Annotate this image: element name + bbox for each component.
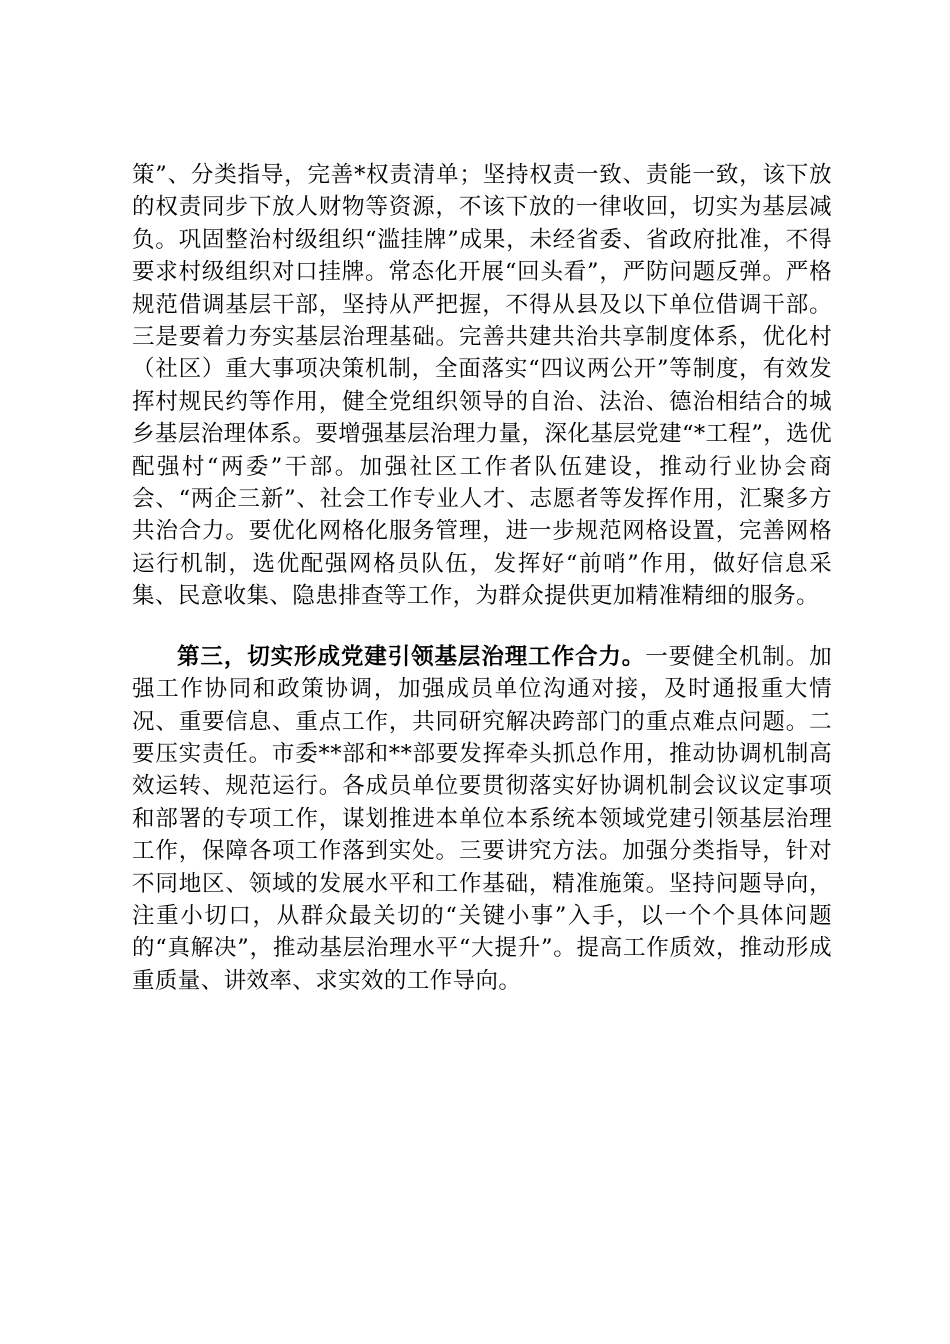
paragraph-text: 策”、分类指导，完善*权责清单；坚持权责一致、责能一致，该下放的权责同步下放人财物等资源，不该下放的一律收回，切实为基层减负。巩固整治村级组织“滥挂牌”成果，未经省委、省政府批准，不得要求村级组织对口挂牌。常态化开展“回头看”，严防问题反弹。严格规范借调基层干部，坚持从严把握，不得从县及以下单位借调干部。三是要着力夯实基层治理基础。完善共建共治共享制度体系，优化村（社区）重大事项决策机制，全面落实“四议两公开”等制度，有效发挥村规民约等作用，健全党组织领导的自治、法治、德治相结合的城乡基层治理体系。要增强基层治理力量，深化基层党建“*工程”，选优配强村“两委”干部。加强社区工作者队伍建设，推动行业协会商会、“两企三新”、社会工作专业人才、志愿者等发挥作用，汇聚多方共治合力。要优化网格化服务管理，进一步规范网格设置，完善网格运行机制，选优配强网格员队伍，发挥好“前哨”作用，做好信息采集、民意收集、隐患排查等工作，为群众提供更加精准精细的服务。: [132, 162, 832, 610]
paragraph-section-three: [132, 641, 832, 997]
paragraph-continuation: [132, 159, 832, 613]
paragraph-text: 一要健全机制。加强工作协同和政策协调，加强成员单位沟通对接，及时通报重大情况、重要信息、重点工作，共同研究解决跨部门的重点难点问题。二要压实责任。市委**部和**部要发挥牵头抓总作用，推动协调机制高效运转、规范运行。各成员单位要贯彻落实好协调机制会议议定事项和部署的专项工作，谋划推进本单位本系统本领域党建引领基层治理工作，保障各项工作落到实处。三要讲究方法。加强分类指导，针对不同地区、领域的发展水平和工作基础，精准施策。坚持问题导向，注重小切口，从群众最关切的“关键小事”入手，以一个个具体问题的“真解决”，推动基层治理水平“大提升”。提高工作质效，推动形成重质量、讲效率、求实效的工作导向。: [132, 643, 832, 994]
document-body: [132, 159, 832, 997]
paragraph-lead: 第三，切实形成党建引领基层治理工作合力。: [177, 643, 646, 670]
